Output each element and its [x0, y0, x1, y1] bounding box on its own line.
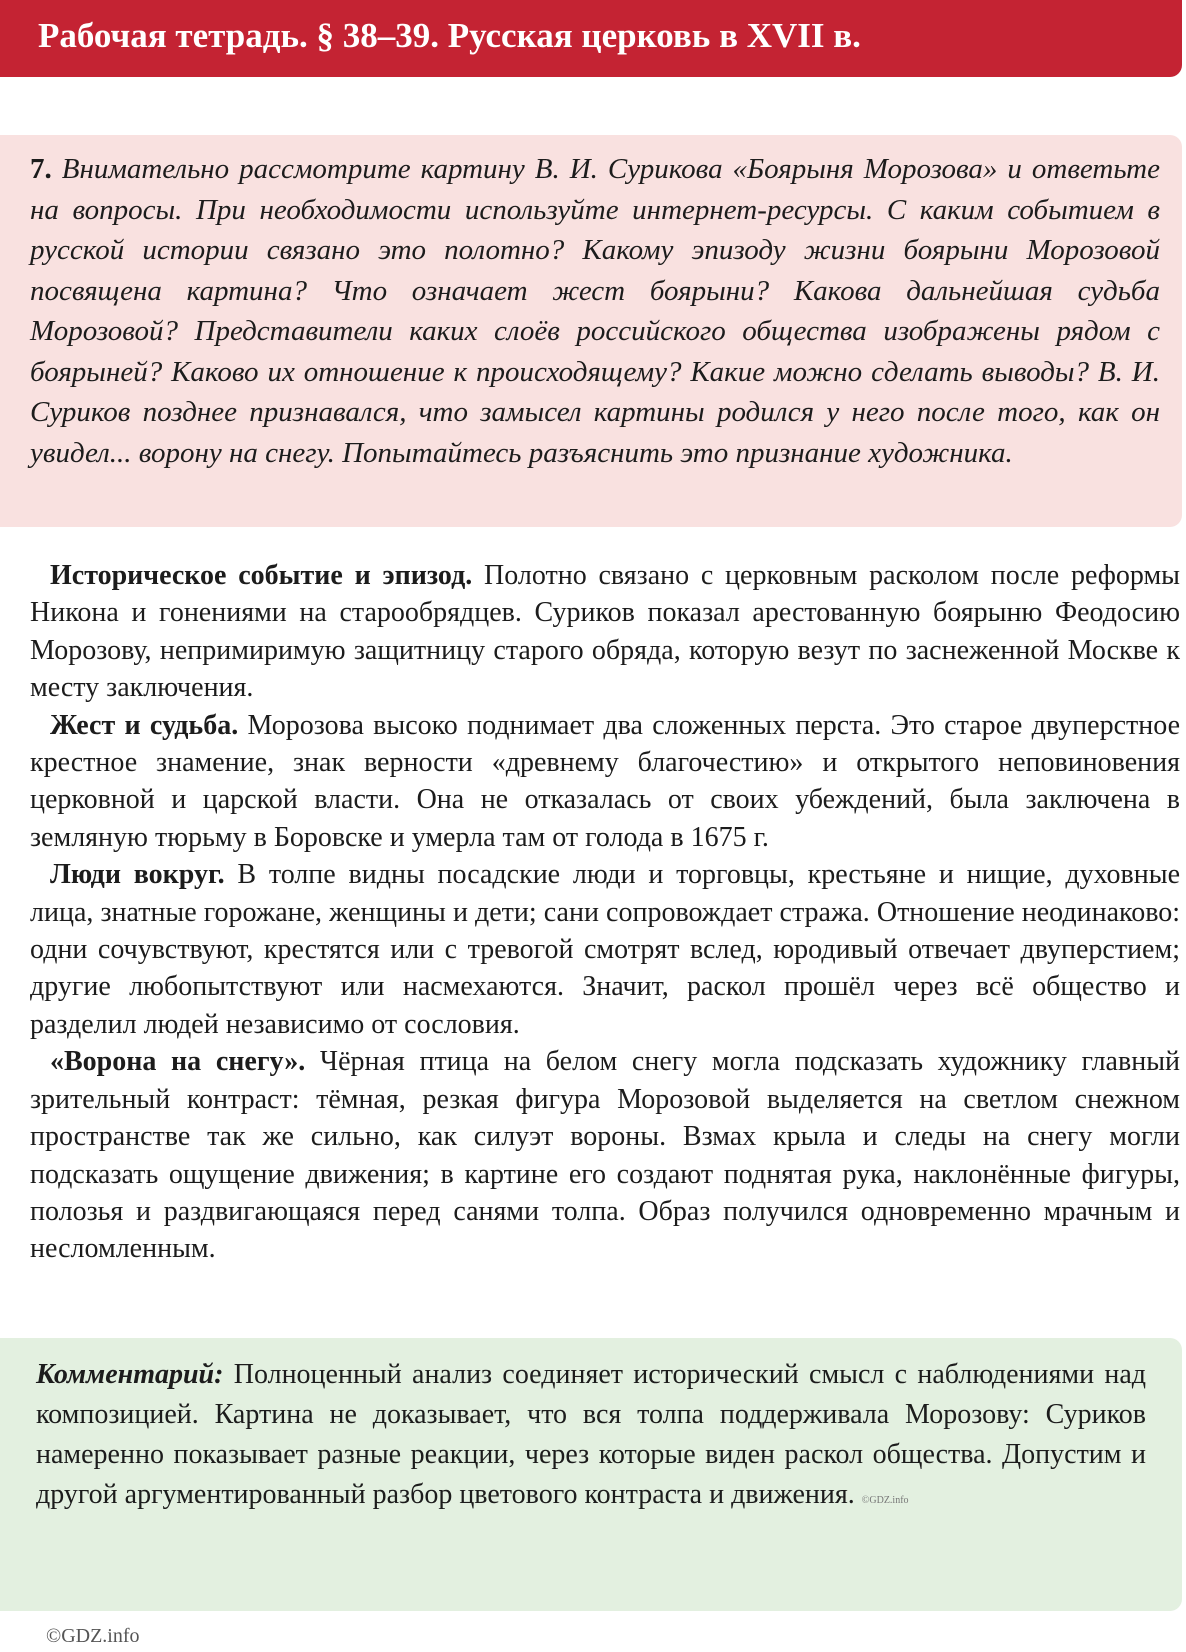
task-text — [30, 149, 1160, 473]
paragraph-title: Люди вокруг. — [50, 859, 225, 891]
paragraph-title: Жест и судьба. — [50, 709, 239, 741]
page-title: Рабочая тетрадь. § 38–39. Русская церковь в XVII в. — [38, 16, 861, 55]
answer-paragraph — [30, 856, 1180, 1043]
header-bar — [0, 0, 1182, 77]
comment-label: Комментарий: — [36, 1359, 224, 1390]
paragraph-title: «Ворона на снегу». — [50, 1046, 306, 1078]
paragraph-text: В толпе видны посадские люди и торговцы, крестьяне и нищие, духовные лица, знатные горожане, женщины и дети; сани сопровождает стража. Отношение неодинаково: одни сочувствуют, крестятся или с тревогой смотрят вслед, юродивый отвечает двуперстием; другие любопытствуют или насмехаются. Значит, раскол прошёл через всё общество и разделил людей независимо от сословия. — [30, 859, 1181, 1040]
task-number: 7. — [30, 153, 52, 185]
paragraph-text: Полотно связано с церковным расколом после реформы Никона и гонениями на старообрядцев. Суриков показал арестованную боярыню Феодосию Морозову, непримиримую защитницу старого обряда, которую везут по заснеженной Москве к месту заключения. — [30, 560, 1180, 704]
answer-section — [30, 557, 1180, 1268]
answer-paragraph — [30, 1043, 1180, 1267]
answer-paragraph — [30, 557, 1180, 707]
task-body: Внимательно рассмотрите картину В. И. Сурикова «Боярыня Морозова» и ответьте на вопросы. При необходимости используйте интернет-ресурсы. С каким событием в русской истории связано это полотно? Какому эпизоду жизни боярыни Морозовой посвящена картина? Что означает жест боярыни? Какова дальнейшая судьба Морозовой? Представители каких слоёв российского общества изображены рядом с боярыней? Каково их отношение к происходящему? Какие можно сделать выводы? В. И. Суриков позднее признавался, что замысел картины родился у него после того, как он увидел... ворону на снегу. Попытайтесь разъяснить это признание художника. — [30, 153, 1160, 469]
paragraph-title: Историческое событие и эпизод. — [50, 560, 473, 591]
comment-body: Полноценный анализ соединяет исторический смысл с наблюдениями над композицией. Картина не доказывает, что вся толпа поддерживала Морозову: Суриков намеренно показывает разные реакции, через которые виден раскол общества. Допустим и другой аргументированный разбор цветового контраста и движения. — [36, 1359, 1146, 1510]
paragraph-text: Морозова высоко поднимает два сложенных перста. Это старое двуперстное крестное знамение, знак верности «древнему благочестию» и открытого неповиновения церковной и царской власти. Она не отказалась от своих убеждений, была заключена в земляную тюрьму в Боровске и умерла там от голода в 1675 г. — [30, 709, 1180, 853]
footer-copyright: ©GDZ.info — [46, 1625, 140, 1647]
answer-paragraph — [30, 707, 1180, 857]
copyright-mark: ©GDZ.info — [861, 1495, 909, 1506]
paragraph-text: Чёрная птица на белом снегу могла подсказать художнику главный зрительный контраст: тёмная, резкая фигура Морозовой выделяется на светлом снежном пространстве так же сильно, как силуэт вороны. Взмах крыла и следы на снегу могли подсказать ощущение движения; в картине его создают поднятая рука, наклонённые фигуры, полозья и раздвигающаяся перед санями толпа. Образ получился одновременно мрачным и несломленным. — [30, 1046, 1180, 1265]
comment-text — [36, 1355, 1146, 1521]
